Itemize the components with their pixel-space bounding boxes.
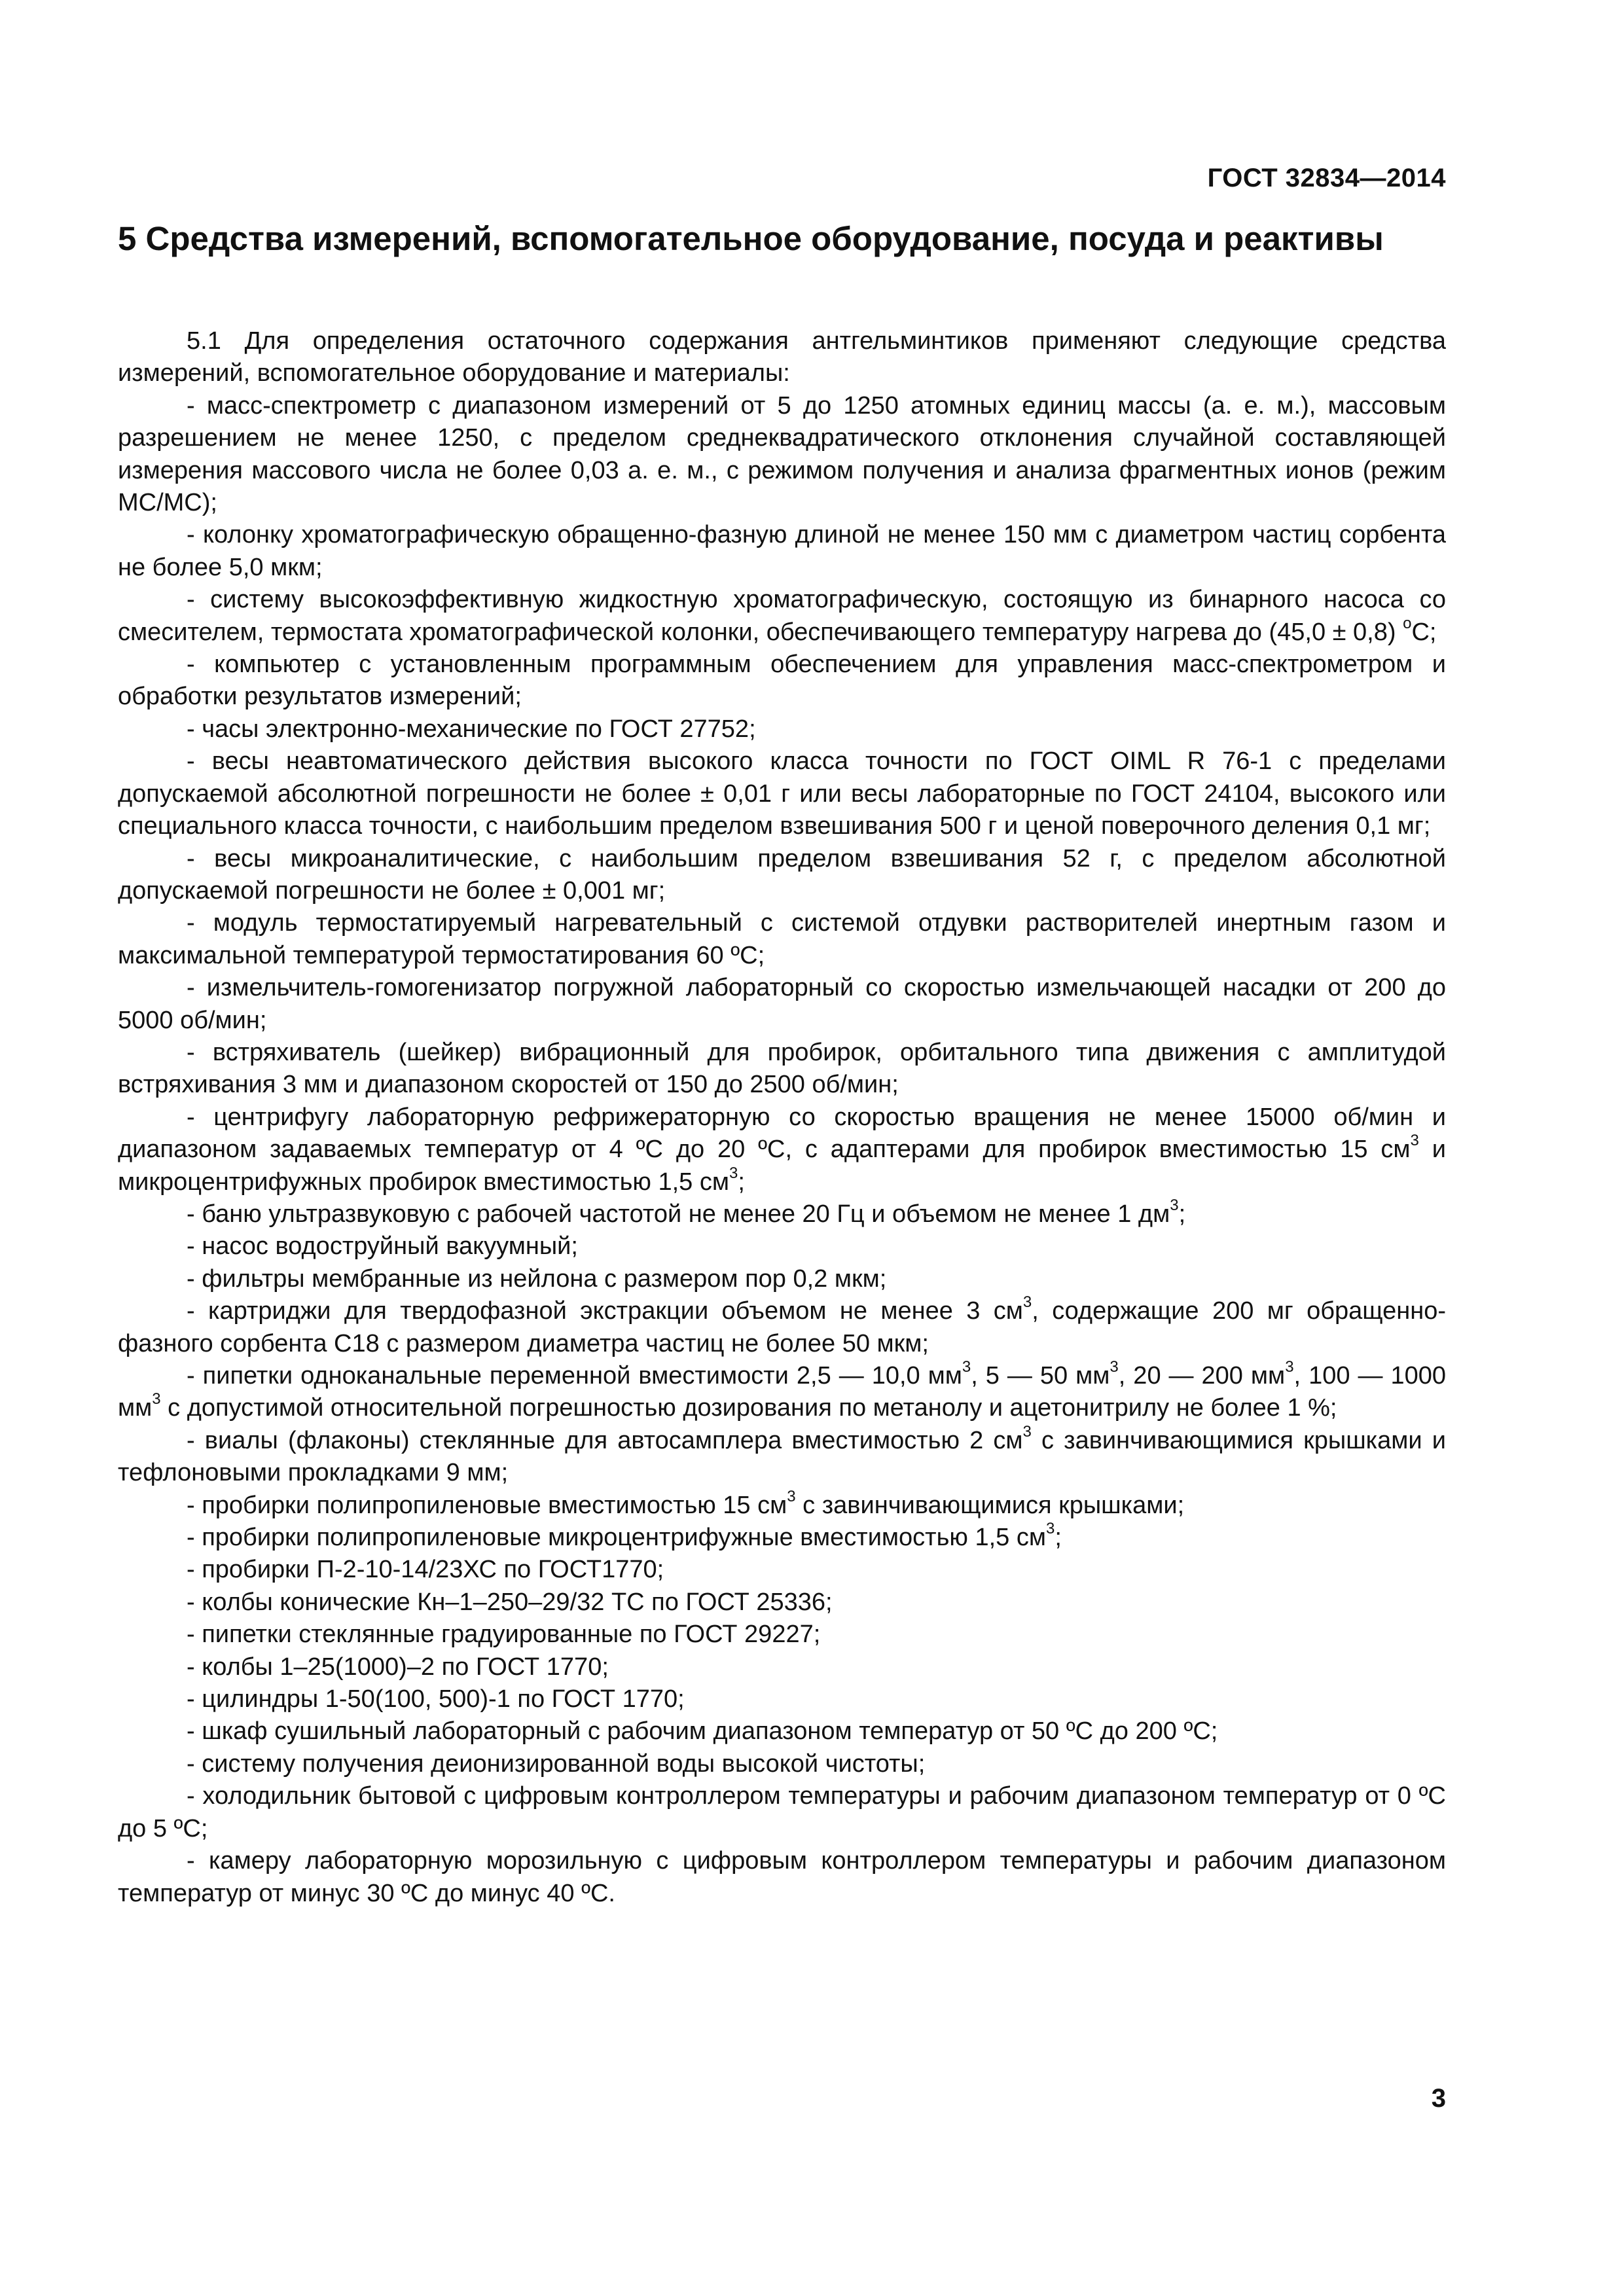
list-item-text: , 20 — 200 мм [1118,1362,1286,1390]
superscript: 3 [1410,1132,1419,1150]
list-item-text: - баню ультразвуковую с рабочей частотой не менее 20 Гц и объемом не менее 1 дм [187,1200,1170,1228]
list-item: - измельчитель-гомогенизатор погружной лабораторный со скоростью измельчающей насадки от 200 до 5000 об/мин; [118,974,1446,1034]
list-item: - систему получения деионизированной воды высокой чистоты; [187,1749,926,1778]
list-item: - пипетки стеклянные градуированные по ГОСТ 29227; [187,1621,821,1649]
list-item: - камеру лабораторную морозильную с цифровым контроллером температуры и рабочим диапазоном температур от минус 30 ºС до минус 40 ºС. [118,1847,1446,1907]
superscript: 3 [1022,1422,1032,1441]
list-item-text: с завинчивающимися крышками; [795,1491,1185,1519]
list-item: - пробирки П-2-10-14/23ХС по ГОСТ1770; [187,1556,664,1584]
list-item: - колбы 1–25(1000)–2 по ГОСТ 1770; [187,1653,609,1681]
list-item: - компьютер с установленным программным обеспечением для управления масс-спектрометром и обработки результатов измерений; [118,651,1446,711]
list-item-text: - пробирки полипропиленовые вместимостью 15 см [187,1491,787,1519]
list-item-text: ; [1055,1524,1062,1552]
list-item: - цилиндры 1-50(100, 500)-1 по ГОСТ 1770; [187,1685,685,1713]
list-item: - колонку хроматографическую обращенно-фазную длиной не менее 150 мм с диаметром частиц сорбента не более 5,0 мкм; [118,521,1446,581]
list-item-text: - систему высокоэффективную жидкостную хроматографическую, состоящую из бинарного насоса со смесителем, термостата хроматографической колонки, обеспечивающего температуру нагрева до (45,0 ± 0,8) [118,586,1446,646]
list-item [118,584,1446,649]
list-item-text: , 5 — 50 мм [971,1362,1110,1390]
list-item: - шкаф сушильный лабораторный с рабочим диапазоном температур от 50 ºС до 200 ºС; [187,1717,1218,1746]
list-item [118,1422,1446,1490]
intro-paragraph: 5.1 Для определения остаточного содержания антгельминтиков применяют следующие средства измерений, вспомогательное оборудование и материалы: [118,327,1446,387]
list-item [118,1522,1446,1554]
list-item: - холодильник бытовой с цифровым контроллером температуры и рабочим диапазоном температур от 0 ºС до 5 ºС; [118,1782,1446,1842]
list-item: - масс-спектрометр с диапазоном измерений от 5 до 1250 атомных единиц массы (а. е. м.), массовым разрешением не менее 1250, с пределом среднеквадратического отклонения случайной составляющей измерения массового числа не более 0,03 а. е. м., с режимом получения и анализа фрагментных ионов (режим МС/МС); [118,391,1446,517]
list-item: - часы электронно-механические по ГОСТ 27752; [187,715,756,743]
list-item [118,1102,1446,1198]
list-item-text: С; [1411,618,1437,646]
list-item-text: ; [1178,1200,1186,1228]
list-item: - встряхиватель (шейкер) вибрационный для пробирок, орбитального типа движения с амплитудой встряхивания 3 мм и диапазоном скоростей от 150 до 2500 об/мин; [118,1038,1446,1099]
list-item [118,1360,1446,1425]
list-item: - весы неавтоматического действия высокого класса точности по ГОСТ OIML R 76-1 с пределами допускаемой абсолютной погрешности не более ± 0,01 г или весы лабораторные по ГОСТ 24104, высокого или специального класса точности, с наибольшим пределом взвешивания 500 г и ценой поверочного деления 0,1 мг; [118,747,1446,840]
superscript: 3 [787,1487,796,1505]
list-item: - модуль термостатируемый нагревательный с системой отдувки растворителей инертным газом и максимальной температурой термостатирования 60 ºС; [118,909,1446,969]
superscript: 3 [729,1164,738,1182]
list-item-text: , содержащие 200 мг обращенно-фазного сорбента С18 с размером диаметра частиц не более 50 мкм; [118,1297,1446,1357]
superscript: 3 [152,1390,161,1408]
list-item-text: , 100 — 1000 мм [118,1362,1446,1422]
page-number: 3 [1431,2084,1446,2113]
list-item-text: - центрифугу лабораторную рефрижераторную со скоростью вращения не менее 15000 об/мин и диапазоном задаваемых температур от 4 ºС до 20 ºС, с адаптерами для пробирок вместимостью 15 см [118,1103,1446,1164]
list-item-text: с завинчивающимися крышками и тефлоновыми прокладками 9 мм; [118,1426,1446,1487]
list-item-text: - пипетки одноканальные переменной вместимости 2,5 — 10,0 мм [187,1362,962,1390]
list-item-text: - виалы (флаконы) стеклянные для автосамплера вместимостью 2 см [187,1426,1023,1454]
list-item-text: с допустимой относительной погрешностью дозирования по метанолу и ацетонитрилу не более 1 %; [160,1394,1337,1422]
list-item: - колбы конические Кн–1–250–29/32 ТС по ГОСТ 25336; [187,1588,833,1616]
list-item [118,1295,1446,1360]
list-item-text: - картриджи для твердофазной экстракции объемом не менее 3 см [187,1297,1023,1325]
list-item [118,1487,1446,1522]
superscript: о [1403,614,1412,632]
document-code: ГОСТ 32834—2014 [1207,164,1446,192]
superscript: 3 [1170,1196,1179,1214]
list-item-text: ; [738,1168,745,1196]
superscript: 3 [1285,1358,1294,1376]
section-title: 5 Средства измерений, вспомогательное оборудование, посуда и реактивы [118,220,1384,257]
list-item-text: и микроцентрифужных пробирок вместимостью 1,5 см [118,1136,1446,1196]
superscript: 3 [1022,1293,1032,1312]
superscript: 3 [1110,1358,1119,1376]
list-item-text: - пробирки полипропиленовые микроцентрифужные вместимостью 1,5 см [187,1524,1046,1552]
list-item: - весы микроаналитические, с наибольшим пределом взвешивания 52 г, с пределом абсолютной допускаемой погрешности не более ± 0,001 мг; [118,844,1446,905]
body-text [118,325,1446,1910]
superscript: 3 [1045,1520,1055,1538]
list-item: - фильтры мембранные из нейлона с размером пор 0,2 мкм; [187,1265,887,1293]
superscript: 3 [962,1358,971,1376]
list-item: - насос водоструйный вакуумный; [187,1232,578,1261]
list-item [118,1198,1446,1230]
